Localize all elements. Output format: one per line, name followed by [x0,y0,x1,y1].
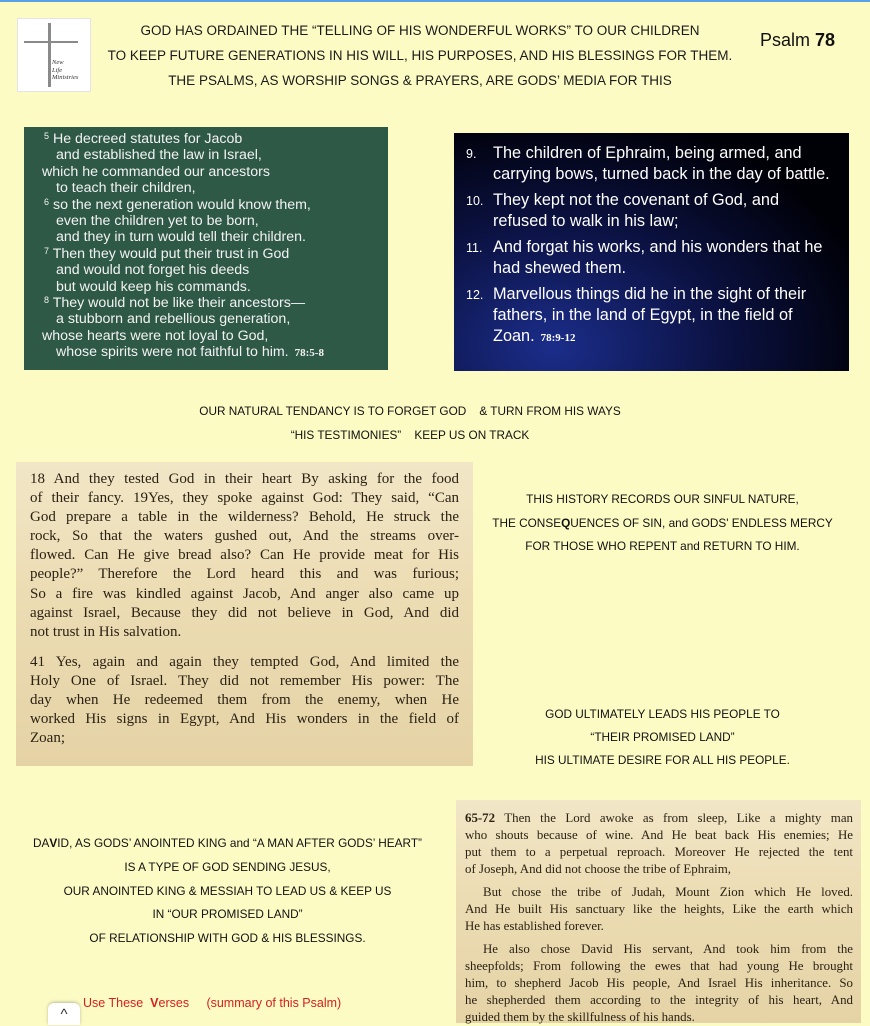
logo-text: New Life Ministries [52,59,79,81]
ministry-logo [17,18,91,92]
paragraph-david: He also chose David His servant, And took him from the sheepfolds; From following the ewes that had young He brought him, to shepherd Jacob His people, And Israel His inheritance. So he shepherded them according to the integrity of his heart, And guided them by the skillfulness of his hands. [465,942,853,1024]
psalm-title: Psalm 78 [760,30,836,50]
history-caption: THIS HISTORY RECORDS OUR SINFUL NATURE, THE CONSEQUENCES OF SIN, and GODS' ENDLESS MERCY FOR THOSE WHO REPENT and RETURN TO HIM. [492,492,833,553]
passage-reference: 78:5-8 [294,347,324,360]
verse-item: 12. Marvellous things did he in the sight of their fathers, in the land of Egypt, in the field of Zoan. 78:9-12 [466,285,807,345]
promised-land-caption: GOD ULTIMATELY LEADS HIS PEOPLE TO “THEIR PROMISED LAND” HIS ULTIMATE DESIRE FOR ALL HIS PEOPLE. [535,707,790,768]
passage-78-65-72 [456,800,861,1023]
verse-item: 11. And forgat his works, and his wonders that he had shewed them. [466,238,823,277]
paragraph-judah: But chose the tribe of Judah, Mount Zion which He loved. And He built His sanctuary like the heights, Like the earth which He has established forever. [465,885,853,933]
passage-reference: 78:9-12 [540,332,576,344]
verse-item: 10. They kept not the covenant of God, and refused to walk in his law; [466,191,780,230]
cross-horizontal [24,41,78,43]
header-line-3: THE PSALMS, AS WORSHIP SONGS & PRAYERS, ARE GODS’ MEDIA FOR THIS [168,73,672,88]
paragraph-41: 41 Yes, again and again they tempted God, And limited the Holy One of Israel. They did not remember His power: The day when He redeemed them from the enemy, when He worked His signs in Egypt, And His wonders in the field of Zoan; [30,653,459,747]
use-these-verses-link[interactable]: Use These Verses (summary of this Psalm) [83,996,342,1010]
david-caption: DAVID, AS GODS’ ANOINTED KING and “A MAN AFTER GODS’ HEART” IS A TYPE OF GOD SENDING JESUS, OUR ANOINTED KING & MESSIAH TO LEAD US & KEEP US IN “OUR PROMISED LAND” OF RELATIONSHIP WITH GOD & HIS BLESSINGS. [33,836,422,946]
page-header [95,18,745,93]
top-accent-bar [0,0,870,2]
header-line-2: TO KEEP FUTURE GENERATIONS IN HIS WILL, HIS PURPOSES, AND HIS BLESSINGS FOR THEM. [107,48,733,63]
chevron-up-icon: ^ [60,1005,68,1023]
scroll-up-button[interactable] [48,1003,80,1025]
passage-78-5-8: $^5$ He decreed statutes for Jacob and established the law in Israel, which he commanded our ancestors to teach their children, $^6$ so the next generation would know them, even the children yet to be born, and they in turn would tell their children. $^7$ Then they would put their trust in God and would not forget his deeds but would keep his commands. $^8$ They would not be like their ancestors— a stubborn and rebellious generation, whose hearts were not loyal to God, whose spirits were not faithful to him. 78:5-8 [24,127,388,370]
header-line-1: GOD HAS ORDAINED THE “TELLING OF HIS WONDERFUL WORKS” TO OUR CHILDREN [140,23,700,38]
passage-78-18-41 [16,462,473,766]
passage-78-9-12 [454,133,849,371]
cross-vertical [48,23,51,87]
paragraph-65: 65-72 Then the Lord awoke as from sleep, Like a mighty man who shouts because of wine. And He beat back His enemies; He put them to a perpetual reproach. Moreover He rejected the tent of Joseph, And did not choose the tribe of Ephraim, [465,811,853,876]
verse-item: 9. The children of Ephraim, being armed, and carrying bows, turned back in the day of battle. [466,144,830,183]
paragraph-18: 18 And they tested God in their heart By asking for the food of their fancy. 19Yes, they spoke against God: They said, “Can God prepare a table in the wilderness? Behold, He struck the rock, So that the waters gushed out, And the streams over- flowed. Can He give bread also? Can He provide meat for His people?” Therefore the Lord heard this and was furious; So a fire was kindled against Jacob, And anger also came up against Israel, Because they did not believe in God, And did not trust in His salvation. [30,471,459,640]
tendency-caption: OUR NATURAL TENDANCY IS TO FORGET GOD & TURN FROM HIS WAYS “HIS TESTIMONIES” KEEP US ON TRACK [199,404,621,442]
